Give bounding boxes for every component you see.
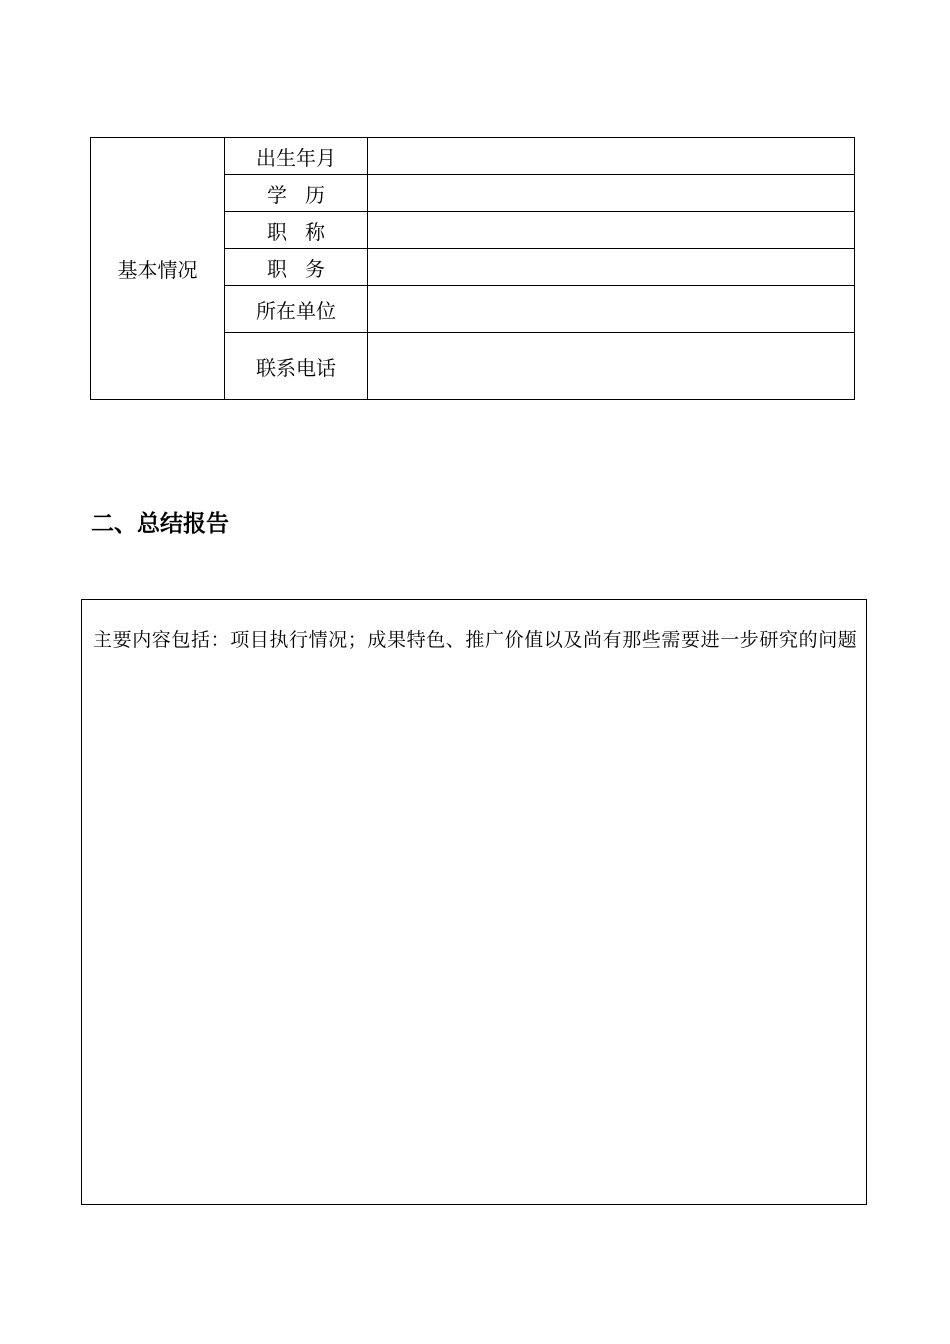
field-label-phone: 联系电话 [225, 333, 368, 400]
field-value-position[interactable] [368, 249, 855, 286]
field-value-phone[interactable] [368, 333, 855, 400]
basic-info-group-label: 基本情况 [91, 138, 225, 400]
basic-info-table [90, 137, 855, 400]
field-label-title: 职称 [225, 212, 368, 249]
field-value-education[interactable] [368, 175, 855, 212]
summary-report-box[interactable] [81, 599, 867, 1205]
section-heading-summary-report: 二、总结报告 [91, 511, 229, 537]
summary-report-hint: 主要内容包括：项目执行情况；成果特色、推广价值以及尚有那些需要进一步研究的问题 [93, 629, 858, 651]
field-value-title[interactable] [368, 212, 855, 249]
field-value-birth-date[interactable] [368, 138, 855, 175]
table-row [91, 138, 855, 175]
field-label-birth-date: 出生年月 [225, 138, 368, 175]
field-label-position: 职务 [225, 249, 368, 286]
field-label-employer: 所在单位 [225, 286, 368, 333]
field-value-employer[interactable] [368, 286, 855, 333]
field-label-education: 学历 [225, 175, 368, 212]
